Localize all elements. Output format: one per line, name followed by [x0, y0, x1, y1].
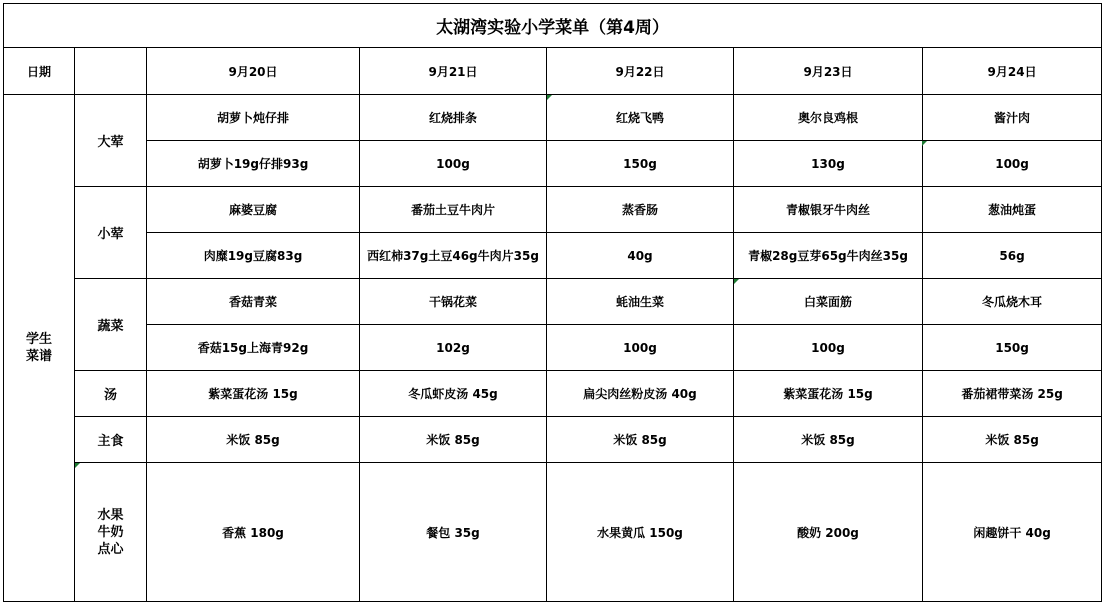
amount-cell: 150g — [923, 325, 1102, 371]
menu-table — [3, 3, 1102, 602]
dish-cell: 冬瓜烧木耳 — [923, 279, 1102, 325]
snack-cell: 酸奶 200g — [734, 463, 923, 602]
day-header: 9月24日 — [923, 48, 1102, 95]
day-header: 9月21日 — [360, 48, 547, 95]
cell-marker — [75, 463, 80, 468]
cell-marker — [734, 279, 739, 284]
dish-cell: 红烧排条 — [360, 95, 547, 141]
day-header: 9月20日 — [147, 48, 360, 95]
category-label: 大荤 — [75, 95, 147, 187]
amount-cell: 100g — [547, 325, 734, 371]
dish-cell: 胡萝卜炖仔排 — [147, 95, 360, 141]
amount-cell: 56g — [923, 233, 1102, 279]
dish-cell: 酱汁肉 — [923, 95, 1102, 141]
date-label: 日期 — [4, 48, 75, 95]
snack-cell: 餐包 35g — [360, 463, 547, 602]
section-label: 学生 菜谱 — [4, 95, 75, 602]
dish-cell: 干锅花菜 — [360, 279, 547, 325]
staple-cell: 米饭 85g — [147, 417, 360, 463]
dish-cell: 红烧飞鸭 — [547, 95, 734, 141]
category-label: 汤 — [75, 371, 147, 417]
cell-marker — [922, 141, 927, 146]
category-label: 蔬菜 — [75, 279, 147, 371]
category-label: 小荤 — [75, 187, 147, 279]
cell-marker — [547, 95, 552, 100]
staple-cell: 米饭 85g — [547, 417, 734, 463]
dish-cell: 青椒银牙牛肉丝 — [734, 187, 923, 233]
snack-cell: 闲趣饼干 40g — [923, 463, 1102, 602]
amount-cell: 150g — [547, 141, 734, 187]
soup-cell: 冬瓜虾皮汤 45g — [360, 371, 547, 417]
amount-cell: 香菇15g上海青92g — [147, 325, 360, 371]
dish-cell: 香菇青菜 — [147, 279, 360, 325]
soup-cell: 扁尖肉丝粉皮汤 40g — [547, 371, 734, 417]
dish-cell: 葱油炖蛋 — [923, 187, 1102, 233]
snack-cell: 香蕉 180g — [147, 463, 360, 602]
category-label: 主食 — [75, 417, 147, 463]
amount-cell: 青椒28g豆芽65g牛肉丝35g — [734, 233, 923, 279]
soup-cell: 紫菜蛋花汤 15g — [147, 371, 360, 417]
dish-cell: 奥尔良鸡根 — [734, 95, 923, 141]
dish-cell: 蒸香肠 — [547, 187, 734, 233]
day-header: 9月22日 — [547, 48, 734, 95]
dish-cell: 蚝油生菜 — [547, 279, 734, 325]
dish-cell: 白菜面筋 — [734, 279, 923, 325]
amount-cell: 胡萝卜19g仔排93g — [147, 141, 360, 187]
amount-cell: 西红柿37g土豆46g牛肉片35g — [360, 233, 547, 279]
soup-cell: 番茄裙带菜汤 25g — [923, 371, 1102, 417]
dish-cell: 麻婆豆腐 — [147, 187, 360, 233]
page-title: 太湖湾实验小学菜单（第4周） — [4, 4, 1102, 48]
dish-cell: 番茄土豆牛肉片 — [360, 187, 547, 233]
amount-cell: 肉糜19g豆腐83g — [147, 233, 360, 279]
amount-cell: 130g — [734, 141, 923, 187]
amount-cell: 40g — [547, 233, 734, 279]
snack-cell: 水果黄瓜 150g — [547, 463, 734, 602]
category-label: 水果 牛奶 点心 — [75, 463, 147, 602]
amount-cell: 100g — [923, 141, 1102, 187]
staple-cell: 米饭 85g — [923, 417, 1102, 463]
day-header: 9月23日 — [734, 48, 923, 95]
amount-cell: 100g — [734, 325, 923, 371]
header-blank — [75, 48, 147, 95]
amount-cell: 100g — [360, 141, 547, 187]
staple-cell: 米饭 85g — [360, 417, 547, 463]
amount-cell: 102g — [360, 325, 547, 371]
staple-cell: 米饭 85g — [734, 417, 923, 463]
soup-cell: 紫菜蛋花汤 15g — [734, 371, 923, 417]
